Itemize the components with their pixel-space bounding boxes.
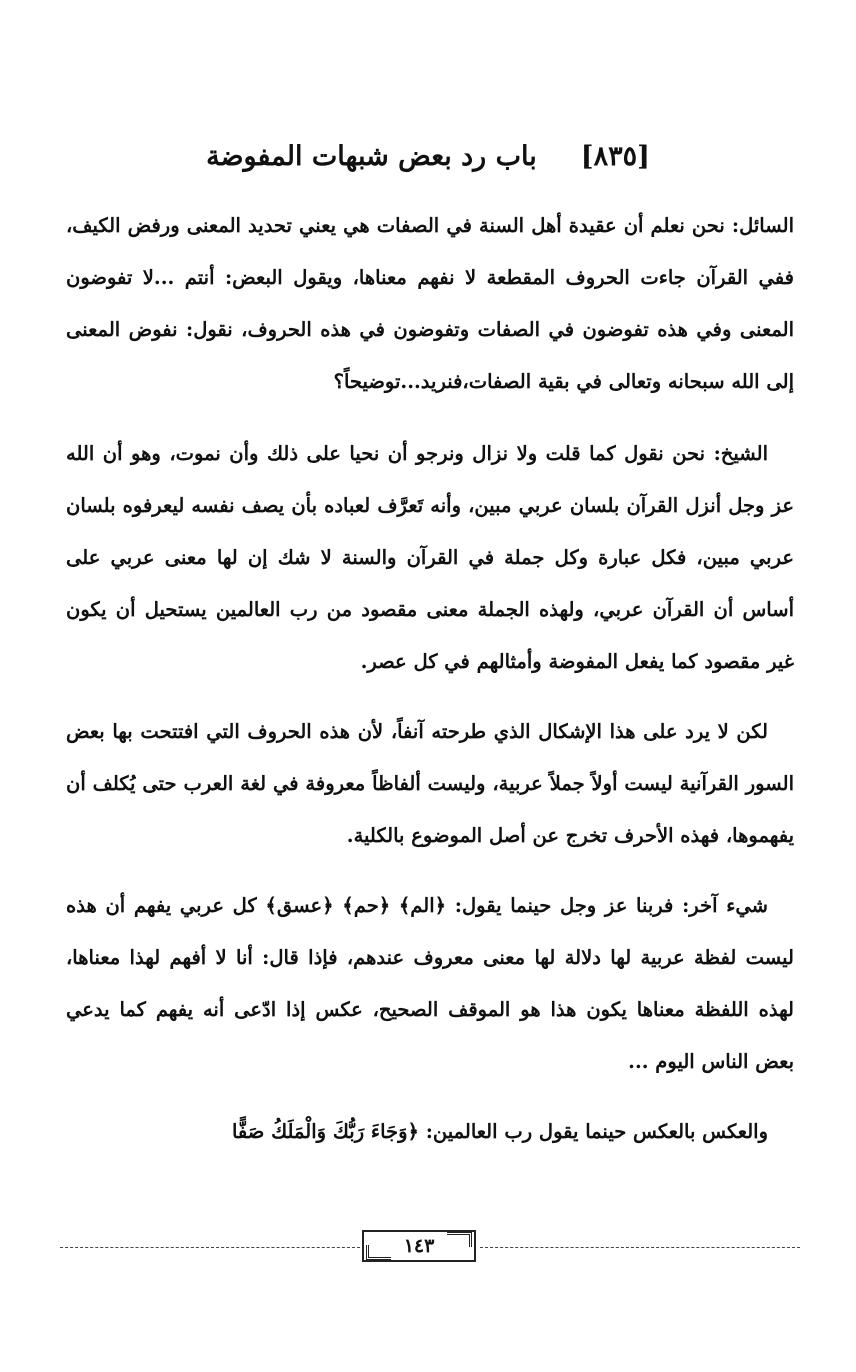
page-number: ١٤٣ bbox=[403, 1235, 435, 1257]
chapter-title: باب رد بعض شبهات المفوضة bbox=[206, 141, 537, 172]
paragraph-another-point: شيء آخر: فربنا عز وجل حينما يقول: ﴿الم﴾ ﴿حم﴾ ﴿عسق﴾ كل عربي يفهم أن هذه ليست لفظة عربية لها دلالة لها معنى معروف عندهم، فإذا قال: أنا لا أفهم لهذا معناها، لهذه اللفظة معناها يكون هذا هو الموقف الصحيح، عكس إذا ادّعى أنه يفهم كما يدعي بعض الناس اليوم ... bbox=[66, 894, 794, 1073]
page-footer bbox=[60, 1226, 800, 1270]
page-title bbox=[40, 132, 816, 182]
paragraph-answer: الشيخ: نحن نقول كما قلت ولا نزال ونرجو أن نحيا على ذلك وأن نموت، وهو أن الله عز وجل أنزل القرآن بلسان عربي مبين، وأنه تَعرَّف لعباده بأن يصف نفسه ليعرفوه بلسان عربي مبين، فكل عبارة وكل جملة في القرآن والسنة لا شك إن لها معنى عربي على أساس أن القرآن عربي، ولهذه الجملة معنى مقصود من رب العالمين يستحيل أن يكون غير مقصود كما يفعل المفوضة وأمثالهم في كل عصر. bbox=[66, 442, 794, 673]
chapter-number: [٨٣٥] bbox=[580, 141, 650, 172]
body-text bbox=[66, 200, 794, 1176]
paragraph-letters: لكن لا يرد على هذا الإشكال الذي طرحته آنفاً، لأن هذه الحروف التي افتتحت بها بعض السور القرآنية ليست أولاً جملاً عربية، وليست ألفاظاً معروفة في لغة العرب حتى يُكلف أن يفهموها، فهذه الأحرف تخرج عن أصل الموضوع بالكلية. bbox=[66, 720, 794, 847]
footer-rule-right bbox=[480, 1247, 800, 1248]
paragraph-question: السائل: نحن نعلم أن عقيدة أهل السنة في الصفات هي يعني تحديد المعنى ورفض الكيف، ففي القرآن جاءت الحروف المقطعة لا نفهم معناها، ويقول البعض: أنتم ...لا تفوضون المعنى وفي هذه تفوضون في الصفات وتفوضون في هذه الحروف، نقول: نفوض المعنى إلى الله سبحانه وتعالى في بقية الصفات،فنريد...توضيحاً؟ bbox=[66, 214, 794, 393]
paragraph-conversely: والعكس بالعكس حينما يقول رب العالمين: ﴿وَجَاءَ رَبُّكَ وَالْمَلَكُ صَفًّا bbox=[231, 1120, 768, 1143]
footer-rule-left bbox=[60, 1247, 360, 1248]
page-number-frame bbox=[362, 1230, 476, 1262]
